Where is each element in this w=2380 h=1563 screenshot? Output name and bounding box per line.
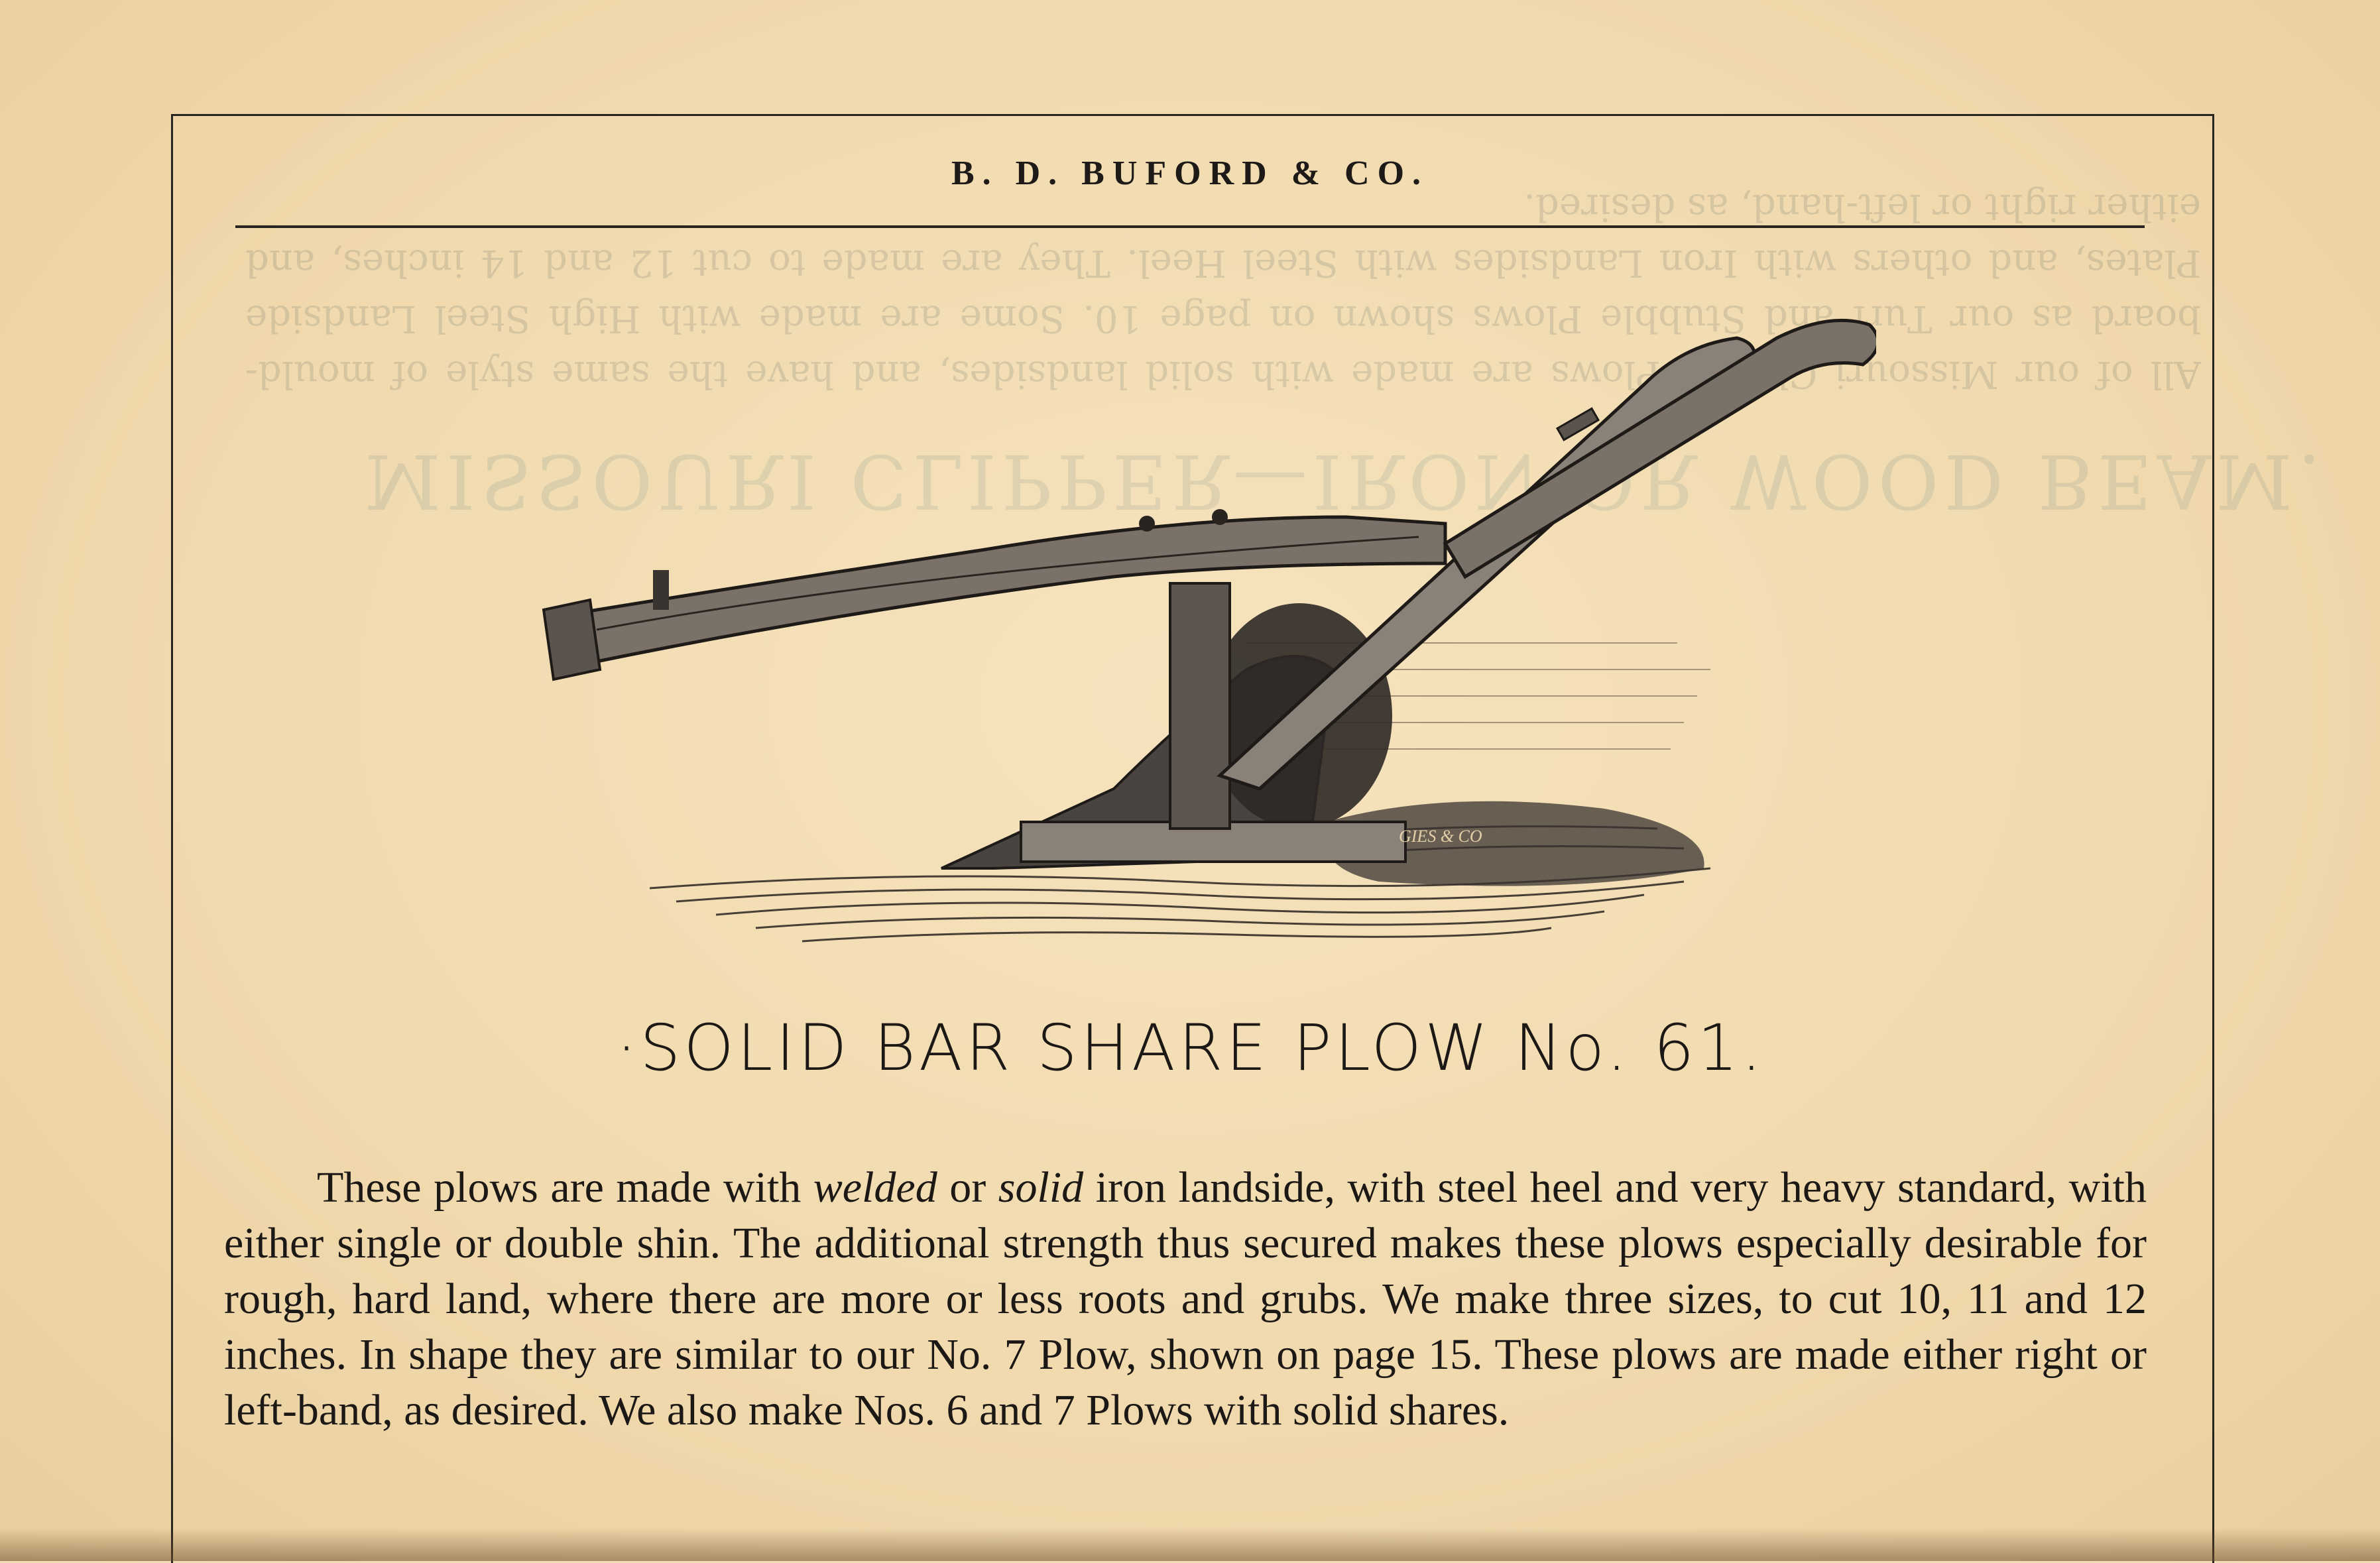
bleed-through-title: MISSOURI CLIPPER—IRON OR WOOD BEAM. xyxy=(365,437,2327,524)
plow-illustration xyxy=(517,298,1876,974)
description-text: These plows are made with xyxy=(317,1163,813,1212)
plow-bolt xyxy=(1212,509,1228,525)
description-emphasis-welded: welded xyxy=(813,1163,937,1212)
product-description xyxy=(224,1160,2147,1438)
plow-standard xyxy=(1170,583,1230,829)
description-paragraph xyxy=(224,1160,2147,1438)
header-rule xyxy=(235,225,2145,228)
product-title: ·SOLID BAR SHARE PLOW No. 61. xyxy=(616,1011,1765,1085)
plow-bolt xyxy=(1139,516,1155,532)
engraver-mark: GIES & CO xyxy=(1399,827,1482,846)
description-text: or xyxy=(937,1163,998,1212)
description-text: iron landside, with steel heel and very heavy standard, with either single or double shin. The additional strength thus secured makes these plows especially desirable for rough, hard land, where there are more or less roots and grubs. We make three sizes, to cut 10, 11 and 12 inches. In shape they are similar to our No. 7 Plow, shown on page 15. These plows are made either right or left-band, as desired. We also make Nos. 6 and 7 Plows with solid shares. xyxy=(224,1163,2147,1434)
plow-handle-right xyxy=(1445,320,1876,577)
description-emphasis-solid: solid xyxy=(998,1163,1084,1212)
plow-clevis xyxy=(544,600,600,679)
page-edge-shadow xyxy=(0,1528,2380,1561)
bleed-through-text: All of our Missouri Clipper Plows are made with solid landsides, and have the same style of mould-board as our Turf and Stubble Plows shown on page 10. Some are made with High Steel Landside Plates, and others with Iron Landsides with Steel Heel. They are made to cut 12 and 14 inches, and either right or left-hand, as desired. xyxy=(245,186,2201,396)
page-header: B. D. BUFORD & CO. xyxy=(951,154,1429,192)
